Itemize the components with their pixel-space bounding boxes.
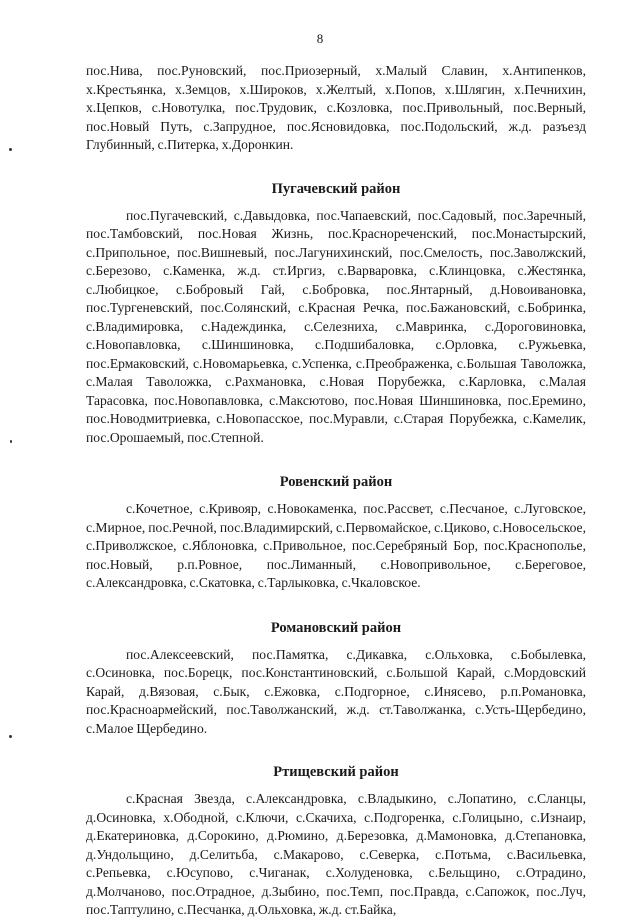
- scan-speck: [9, 735, 12, 738]
- section-text-rtishchevsky: с.Красная Звезда, с.Александровка, с.Владыкино, с.Лопатино, с.Сланцы, д.Осиновка, х.Ободной, с.Ключи, с.Скачиха, с.Подгоренка, с.Голицыно, с.Изнаир, д.Екатериновка, д.Сорокино, д.Рюмино, д.Березовка, д.Мамоновка, д.Степановка, д.Ундольщино, д.Селитьба, с.Макарово, с.Северка, с.Потьма, с.Васильевка, с.Репьевка, с.Юсупово, с.Чиганак, с.Холуденовка, с.Бельщино, с.Отрадино, д.Молчаново, пос.Отрадное, д.Зыбино, пос.Темп, пос.Правда, с.Сапожок, пос.Луч, пос.Таптулино, с.Песчанка, д.Ольховка, ж.д. ст.Байка,: [86, 791, 586, 917]
- section-heading-rtishchevsky: Ртищевский район: [273, 764, 399, 780]
- section-heading-pugachevsky: Пугачевский район: [271, 180, 401, 197]
- document-body: [86, 62, 586, 920]
- scan-speck: [10, 440, 12, 443]
- page-number: 8: [316, 31, 324, 46]
- section-text-pugachevsky: пос.Пугачевский, с.Давыдовка, пос.Чапаевский, пос.Садовый, пос.Заречный, пос.Тамбовский, пос.Новая Жизнь, пос.Краснореченский, пос.Монастырский, с.Припольное, пос.Вишневый, пос.Лагунихинский, пос.Смелость, пос.Заволжский, с.Березово, с.Каменка, ж.д. ст.Иргиз, с.Варваровка, с.Клинцовка, с.Жестянка, с.Любицкое, с.Бобровый Гай, с.Бобровка, пос.Янтарный, д.Новоивановка, пос.Тургеневский, пос.Солянский, с.Красная Речка, пос.Бажановский, с.Бобринка, с.Владимировка, с.Надеждинка, с.Селезниха, с.Мавринка, с.Дороговиновка, с.Новопавловка, с.Шиншиновка, с.Подшибаловка, с.Орловка, с.Ружьевка, пос.Ермаковский, с.Новомарьевка, с.Успенка, с.Преображенка, с.Большая Таволожка, с.Малая Таволожка, с.Рахмановка, с.Новая Порубежка, с.Карловка, с.Малая Тарасовка, пос.Новопавловка, с.Максютово, пос.Новая Шиншиновка, пос.Еремино, пос.Новодмитриевка, с.Новопасское, пос.Муравли, с.Старая Порубежка, с.Камелик, пос.Орошаемый, пос.Степной.: [86, 207, 586, 445]
- scan-speck: [9, 148, 12, 151]
- section-text-rovensky: с.Кочетное, с.Кривояр, с.Новокаменка, пос.Рассвет, с.Песчаное, с.Луговское, с.Мирное, пос.Речной, пос.Владимирский, с.Первомайское, с.Циково, с.Новосельское, с.Приволжское, с.Яблоновка, с.Привольное, пос.Серебряный Бор, пос.Краснополье, пос.Новый, р.п.Ровное, пос.Лиманный, с.Новопривольное, с.Береговое, с.Александровка, с.Скатовка, с.Тарлыковка, с.Чкаловское.: [86, 501, 586, 590]
- section-heading-rovensky: Ровенский район: [279, 474, 393, 490]
- section-text-romanovsky: пос.Алексеевский, пос.Памятка, с.Дикавка, с.Ольховка, с.Бобылевка, с.Осиновка, пос.Борецк, пос.Константиновский, с.Большой Карай, с.Мордовский Карай, д.Вязовая, с.Бык, с.Ежовка, с.Подгорное, с.Инясево, р.п.Романовка, пос.Красноармейский, пос.Таволжанский, ж.д. ст.Таволжанка, с.Усть-Щербедино, с.Малое Щербедино.: [86, 646, 586, 736]
- section-heading-romanovsky: Романовский район: [270, 619, 402, 636]
- intro-paragraph: пос.Нива, пос.Руновский, пос.Приозерный, х.Малый Славин, х.Антипенков, х.Крестьянка, х.Земцов, х.Широков, х.Желтый, х.Попов, х.Шлягин, х.Печнихин, х.Цепков, с.Новотулка, пос.Трудовик, с.Козловка, пос.Привольный, пос.Верный, пос.Новый Путь, с.Запрудное, пос.Ясновидовка, пос.Подольский, ж.д. разъезд Глубинный, с.Питерка, х.Доронкин.: [86, 63, 586, 152]
